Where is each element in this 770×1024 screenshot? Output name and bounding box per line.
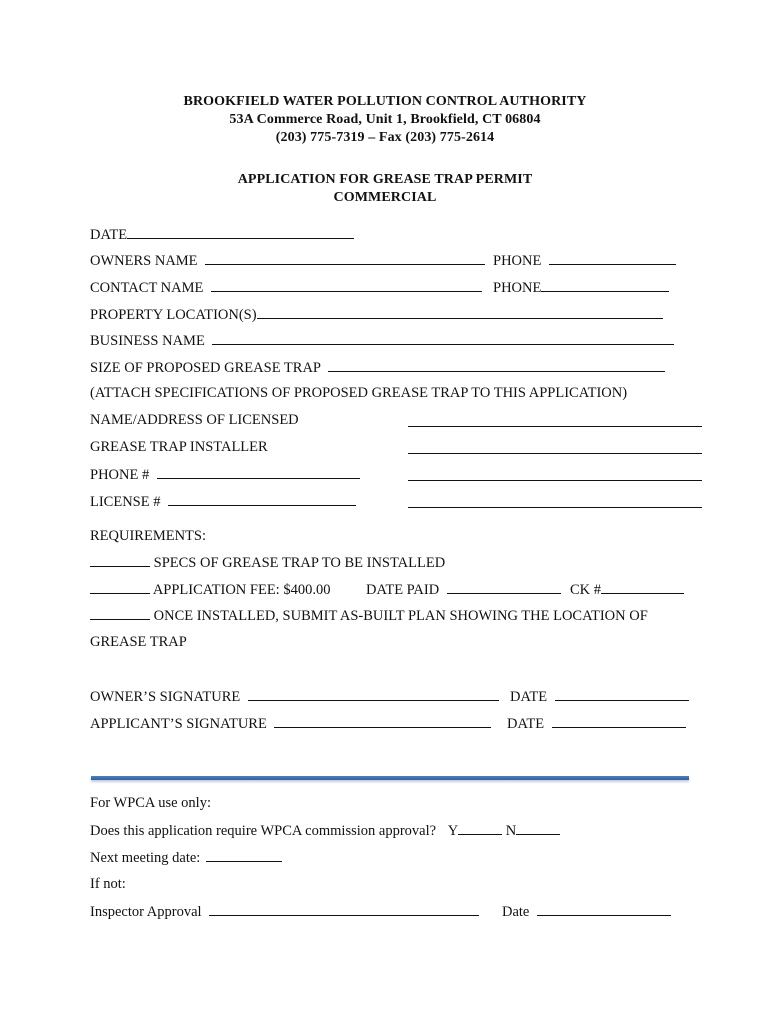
- contact-name-label: CONTACT NAME: [90, 280, 204, 296]
- if-not-label: If not:: [90, 876, 126, 892]
- applicant-signature-field[interactable]: [274, 714, 491, 728]
- ck-row: [570, 580, 684, 598]
- owners-phone-label: PHONE: [493, 253, 542, 269]
- license-field[interactable]: [168, 492, 356, 506]
- business-name-label: BUSINESS NAME: [90, 333, 205, 349]
- section-divider: [91, 776, 689, 780]
- approval-question-label: Does this application require WPCA commission approval?: [90, 823, 437, 839]
- office-use-heading: For WPCA use only:: [90, 795, 211, 811]
- contact-phone-field[interactable]: [541, 278, 669, 292]
- owners-name-field[interactable]: [205, 251, 485, 265]
- approval-yes-label: Y: [447, 823, 459, 839]
- attach-note: (ATTACH SPECIFICATIONS OF PROPOSED GREASE TRAP TO THIS APPLICATION): [90, 385, 628, 401]
- ck-label: CK #: [570, 582, 602, 598]
- contact-phone-row: [493, 278, 669, 296]
- license-row: [90, 492, 356, 510]
- owner-date-row: [510, 687, 689, 705]
- installer-label-line2: GREASE TRAP INSTALLER: [90, 439, 268, 455]
- date-paid-row: [366, 580, 561, 598]
- owners-phone-row: [493, 251, 676, 269]
- installer-phone-field[interactable]: [157, 465, 360, 479]
- approval-no-field[interactable]: [516, 821, 560, 835]
- installer-line-3[interactable]: [408, 480, 702, 481]
- ck-field[interactable]: [601, 580, 684, 594]
- owner-date-label: DATE: [510, 689, 548, 705]
- next-meeting-label: Next meeting date:: [90, 850, 201, 866]
- org-address: 53A Commerce Road, Unit 1, Brookfield, CT 06804: [229, 112, 541, 127]
- installer-phone-label: PHONE #: [90, 467, 150, 483]
- form-title: APPLICATION FOR GREASE TRAP PERMIT: [237, 172, 533, 187]
- contact-name-field[interactable]: [211, 278, 482, 292]
- req-specs-label: SPECS OF GREASE TRAP TO BE INSTALLED: [153, 555, 446, 571]
- installer-line-4[interactable]: [408, 507, 702, 508]
- license-label: LICENSE #: [90, 494, 161, 510]
- contact-phone-label: PHONE: [493, 280, 542, 296]
- req-specs-check[interactable]: [90, 553, 150, 567]
- date-paid-label: DATE PAID: [366, 582, 440, 598]
- approval-question-row: [90, 821, 560, 839]
- requirements-heading: REQUIREMENTS:: [90, 528, 206, 544]
- applicant-signature-row: [90, 714, 491, 732]
- trap-size-label: SIZE OF PROPOSED GREASE TRAP: [90, 360, 321, 376]
- owner-signature-field[interactable]: [248, 687, 499, 701]
- req-fee-check[interactable]: [90, 580, 150, 594]
- installer-label-line1: NAME/ADDRESS OF LICENSED: [90, 412, 299, 428]
- form-subtitle: COMMERCIAL: [333, 190, 437, 205]
- owners-name-row: [90, 251, 485, 269]
- property-location-row: [90, 305, 663, 323]
- applicant-date-label: DATE: [507, 716, 545, 732]
- owner-signature-row: [90, 687, 499, 705]
- approval-no-label: N: [505, 823, 517, 839]
- installer-phone-row: [90, 465, 360, 483]
- installer-line-2[interactable]: [408, 453, 702, 454]
- req-fee-label: APPLICATION FEE: $400.00: [152, 582, 331, 598]
- req-asbuilt-cont: GREASE TRAP: [90, 634, 187, 650]
- date-paid-field[interactable]: [447, 580, 561, 594]
- date-label: DATE: [90, 227, 128, 243]
- req-asbuilt-label: ONCE INSTALLED, SUBMIT AS-BUILT PLAN SHOWING THE LOCATION OF: [153, 608, 648, 624]
- owner-signature-label: OWNER’S SIGNATURE: [90, 689, 241, 705]
- property-location-field[interactable]: [257, 305, 663, 319]
- date-row: [90, 225, 354, 243]
- trap-size-row: [90, 358, 665, 376]
- business-name-row: [90, 331, 674, 349]
- owners-phone-field[interactable]: [549, 251, 676, 265]
- applicant-date-row: [507, 714, 686, 732]
- inspector-date-label: Date: [502, 904, 530, 920]
- trap-size-field[interactable]: [328, 358, 665, 372]
- req-specs-row: [90, 553, 445, 571]
- next-meeting-row: [90, 848, 282, 866]
- business-name-field[interactable]: [212, 331, 674, 345]
- owner-date-field[interactable]: [555, 687, 689, 701]
- req-fee-row: [90, 580, 330, 598]
- inspector-date-field[interactable]: [537, 902, 671, 916]
- next-meeting-field[interactable]: [206, 848, 282, 862]
- applicant-date-field[interactable]: [552, 714, 686, 728]
- req-asbuilt-check[interactable]: [90, 606, 150, 620]
- approval-yes-field[interactable]: [458, 821, 502, 835]
- owners-name-label: OWNERS NAME: [90, 253, 198, 269]
- inspector-approval-field[interactable]: [209, 902, 479, 916]
- installer-line-1[interactable]: [408, 426, 702, 427]
- org-phone-fax: (203) 775-7319 – Fax (203) 775-2614: [275, 130, 495, 145]
- applicant-signature-label: APPLICANT’S SIGNATURE: [90, 716, 267, 732]
- req-asbuilt-row: [90, 606, 648, 624]
- org-name: BROOKFIELD WATER POLLUTION CONTROL AUTHORITY: [183, 94, 587, 109]
- inspector-approval-row: [90, 902, 479, 920]
- contact-name-row: [90, 278, 482, 296]
- date-field[interactable]: [127, 225, 354, 239]
- inspector-date-row: [502, 902, 671, 920]
- property-location-label: PROPERTY LOCATION(S): [90, 307, 257, 323]
- inspector-approval-label: Inspector Approval: [90, 904, 202, 920]
